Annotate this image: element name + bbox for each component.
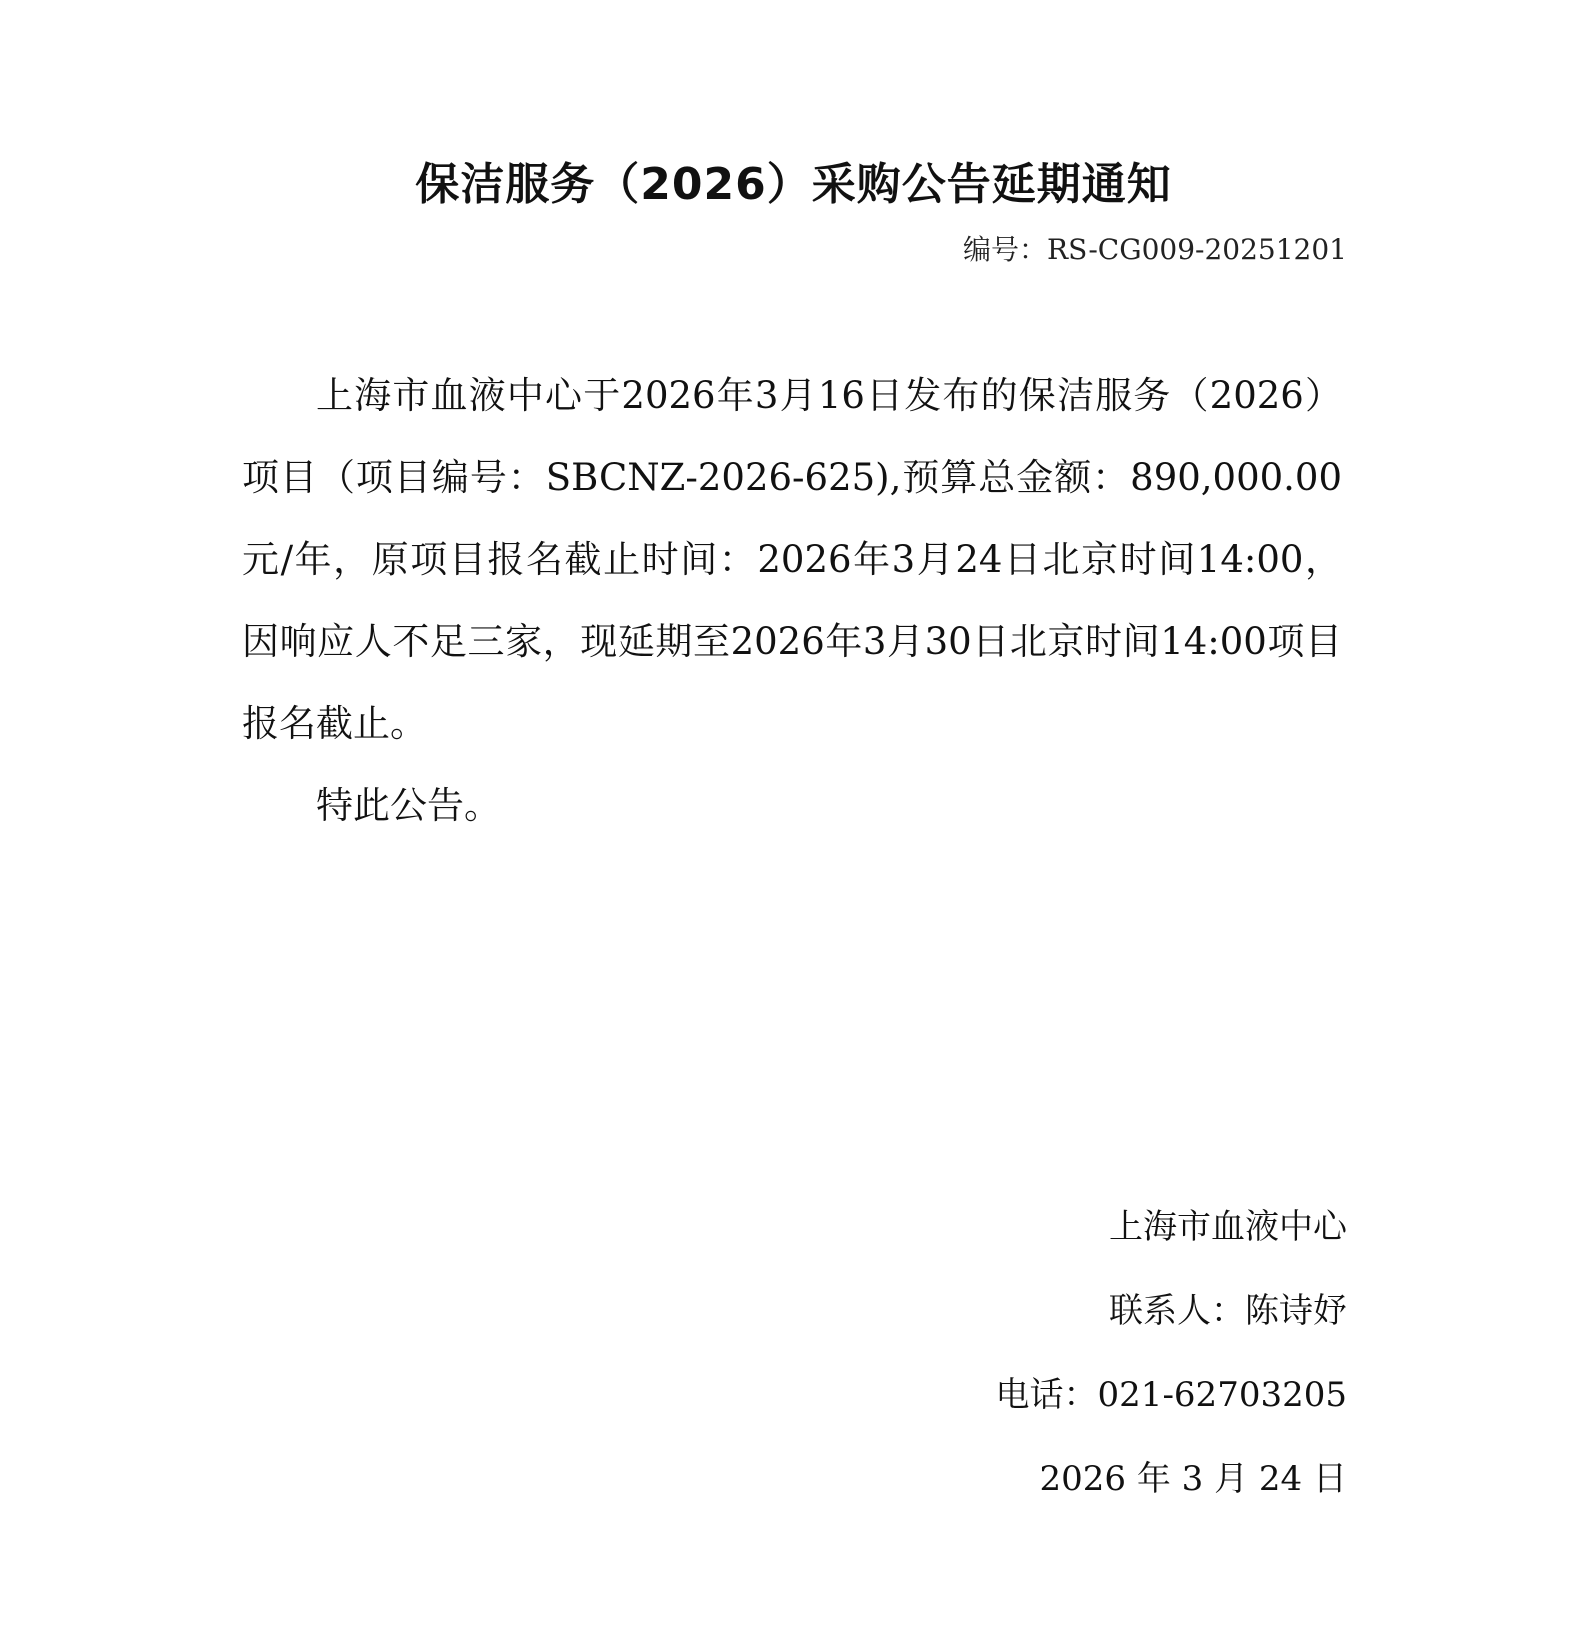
signature-block <box>747 1185 1347 1521</box>
document-number: 编号：RS-CG009-20251201 <box>963 233 1347 266</box>
signature-date: 2026 年 3 月 24 日 <box>1039 1459 1347 1499</box>
signature-phone: 电话：021-62703205 <box>995 1375 1347 1415</box>
signature-contact: 联系人：陈诗妤 <box>1109 1291 1347 1331</box>
notice-paragraph: 上海市血液中心于2026年3月16日发布的保洁服务（2026）项目（项目编号：SBCNZ-2026-625),预算总金额：890,000.00元/年，原项目报名截止时间：2026年3月24日北京时间14:00， 因响应人不足三家，现延期至2026年3月30日北京时间14:00项目报名截止。 <box>242 374 1342 745</box>
document-body <box>242 355 1342 847</box>
closing-paragraph: 特此公告。 <box>316 784 501 827</box>
signature-organization: 上海市血液中心 <box>1109 1207 1347 1247</box>
document-title: 保洁服务（2026）采购公告延期通知 <box>415 159 1172 210</box>
